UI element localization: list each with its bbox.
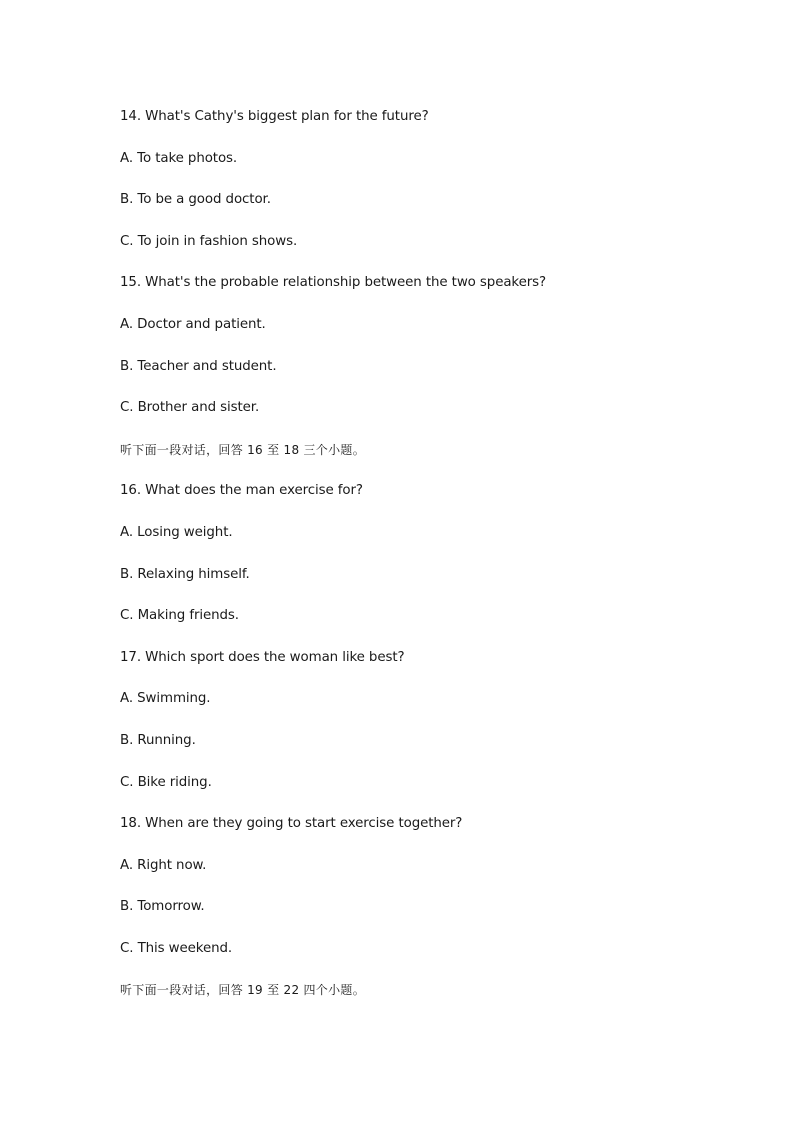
question-list [120,108,760,1023]
q15-option-b: B. Teacher and student. [120,358,277,374]
q16-option-b: B. Relaxing himself. [120,566,250,582]
question-17: 17. Which sport does the woman like best? [120,649,405,665]
q14-option-a: A. To take photos. [120,150,238,166]
question-15: 15. What's the probable relationship between the two speakers? [120,275,547,291]
instruction-19-22: 听下面一段对话，回答 19 至 22 四个小题。 [120,983,365,998]
q18-option-c: C. This weekend. [120,940,233,956]
q18-option-a: A. Right now. [120,857,207,873]
q16-option-a: A. Losing weight. [120,524,233,540]
q16-option-c: C. Making friends. [120,608,239,624]
instruction-16-18: 听下面一段对话，回答 16 至 18 三个小题。 [120,442,365,457]
question-16: 16. What does the man exercise for? [120,483,363,499]
q17-option-b: B. Running. [120,732,196,748]
q15-option-a: A. Doctor and patient. [120,316,266,332]
question-14: 14. What's Cathy's biggest plan for the future? [120,109,429,124]
q15-option-c: C. Brother and sister. [120,400,260,416]
q14-option-b: B. To be a good doctor. [120,192,271,208]
q18-option-b: B. Tomorrow. [120,899,205,915]
q17-option-a: A. Swimming. [120,691,211,707]
q17-option-c: C. Bike riding. [120,774,212,790]
question-18: 18. When are they going to start exercise together? [120,816,463,832]
q14-option-c: C. To join in fashion shows. [120,233,298,249]
